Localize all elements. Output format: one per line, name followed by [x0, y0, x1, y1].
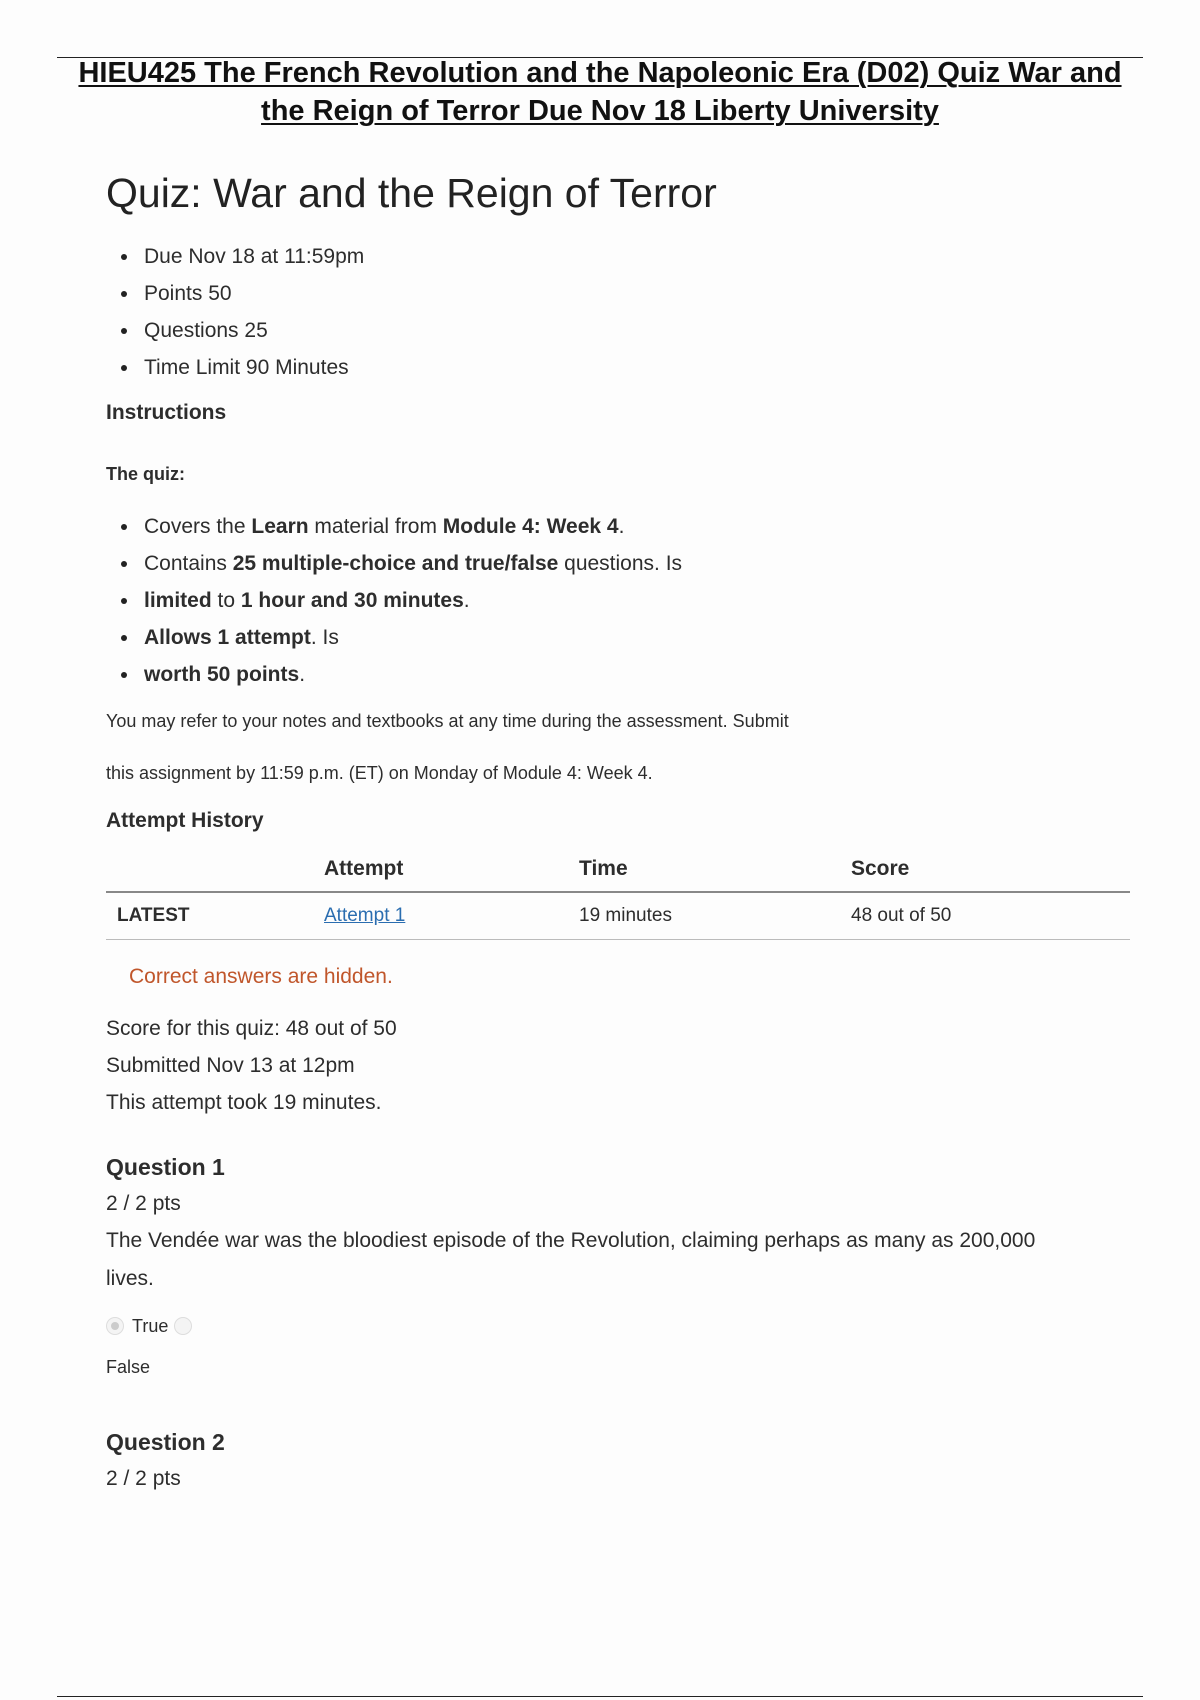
- quiz-rules-list: [106, 508, 1136, 693]
- rule-attempts: Allows 1 attempt. Is: [106, 619, 1136, 656]
- footer-bottom-rule: [57, 1696, 1143, 1697]
- instructions-paragraph: [106, 695, 1136, 799]
- rule-contains: Contains 25 multiple-choice and true/false questions. Is: [106, 545, 1136, 582]
- table-header-row: [106, 843, 1130, 892]
- answer-option-true[interactable]: [106, 1310, 1136, 1342]
- meta-due: Due Nov 18 at 11:59pm: [106, 238, 1136, 275]
- rule-limited: limited to 1 hour and 30 minutes.: [106, 582, 1136, 619]
- rule-worth: worth 50 points.: [106, 656, 1136, 693]
- radio-selected-icon[interactable]: [106, 1317, 124, 1335]
- question-2: [106, 1424, 1136, 1497]
- question-title: Question 2: [106, 1429, 225, 1455]
- question-points: 2 / 2 pts: [106, 1467, 181, 1490]
- question-1: [106, 1149, 1136, 1382]
- rule-covers: Covers the Learn material from Module 4: Week 4.: [106, 508, 1136, 545]
- attempt-score: 48 out of 50: [851, 892, 1130, 940]
- meta-time-limit: Time Limit 90 Minutes: [106, 349, 1136, 386]
- answer-option-false[interactable]: False: [106, 1357, 151, 1377]
- paragraph-line-2: this assignment by 11:59 p.m. (ET) on Monday of Module 4: Week 4.: [106, 763, 653, 783]
- column-header-time: Time: [579, 843, 851, 892]
- score-line: Score for this quiz: 48 out of 50: [106, 1017, 397, 1040]
- quiz-title: Quiz: War and the Reign of Terror: [106, 170, 717, 216]
- score-summary: [106, 1010, 1136, 1121]
- table-row: [106, 892, 1130, 940]
- quiz-content: [106, 162, 1136, 1497]
- answer-label: True: [132, 1315, 169, 1336]
- attempt-cell: [324, 892, 579, 940]
- radio-unselected-icon[interactable]: [174, 1317, 192, 1335]
- submitted-line: Submitted Nov 13 at 12pm: [106, 1054, 355, 1077]
- quiz-meta-list: [106, 238, 1136, 386]
- attempt-history-heading: Attempt History: [106, 809, 264, 832]
- question-points: 2 / 2 pts: [106, 1192, 181, 1215]
- answers-hidden-note: Correct answers are hidden.: [129, 965, 393, 988]
- duration-line: This attempt took 19 minutes.: [106, 1091, 382, 1114]
- column-header-status: [106, 843, 324, 892]
- attempt-time: 19 minutes: [579, 892, 851, 940]
- attempt-status: LATEST: [106, 892, 324, 940]
- attempt-link[interactable]: Attempt 1: [324, 905, 406, 926]
- column-header-score: Score: [851, 843, 1130, 892]
- meta-points: Points 50: [106, 275, 1136, 312]
- column-header-attempt: Attempt: [324, 843, 579, 892]
- attempt-history-table: [106, 843, 1130, 940]
- instructions-heading: Instructions: [106, 401, 227, 424]
- document-header: HIEU425 The French Revolution and the Napoleonic Era (D02) Quiz War and the Reign of Terror Due Nov 18 Liberty University: [78, 57, 1122, 127]
- meta-questions: Questions 25: [106, 312, 1136, 349]
- paragraph-line-1: You may refer to your notes and textbooks at any time during the assessment. Submit: [106, 711, 789, 731]
- question-title: Question 1: [106, 1154, 225, 1180]
- quiz-subheading: The quiz:: [106, 464, 185, 484]
- question-text: The Vendée war was the bloodiest episode of the Revolution, claiming perhaps as many as 200,000 lives.: [106, 1229, 1036, 1290]
